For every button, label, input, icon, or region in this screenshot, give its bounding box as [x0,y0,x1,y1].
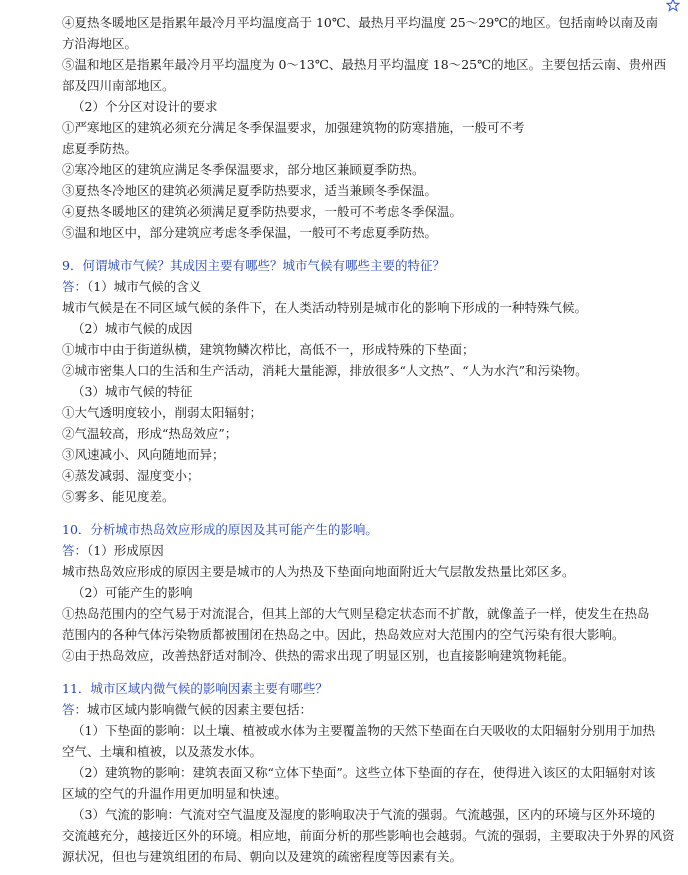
text-line: ②由于热岛效应，改善热舒适对制冷、供热的需求出现了明显区别，也直接影响建筑物耗能。 [62,648,575,663]
answer-label: 答： [62,702,88,717]
text-line: 部及四川南部地区。 [62,78,175,93]
answer-first-line [62,276,672,297]
sub-heading: （2）个分区对设计的要求 [72,99,218,114]
answer-label: 答： [62,279,88,294]
text-line: 交流越充分，越接近区外的环境。相应地，前面分析的那些影响也会越弱。气流的强弱，主要取决于外界的风资 [62,828,675,843]
text-line: ③风速减小、风向随地而异； [62,447,225,462]
text-line: ⑤雾多、能见度差。 [62,489,175,504]
answer-first-line [62,540,672,561]
text-line: （2）建筑物的影响：建筑表面又称“立体下垫面”。这些立体下垫面的存在，使得进入该区的太阳辐射对该 [72,765,656,780]
answer-label: 答： [62,543,88,558]
text-line: 虑夏季防热。 [62,141,138,156]
text-line: 空气、土壤和植被，以及蒸发水体。 [62,744,263,759]
text-line: ④夏热冬暖地区的建筑必须满足夏季防热要求，一般可不考虑冬季保温。 [62,204,463,219]
sub-heading: （3）城市气候的特征 [72,384,193,399]
question-9-title: 9．何谓城市气候？其成因主要有哪些？城市气候有哪些主要的特征？ [62,258,445,273]
text-line: （1）下垫面的影响：以土壤、植被或水体为主要覆盖物的天然下垫面在白天吸收的太阳辐射分别用于加热 [72,723,655,738]
text-line: 方沿海地区。 [62,36,138,51]
text-line: 城市热岛效应形成的原因主要是城市的人为热及下垫面向地面附近大气层散发热量比郊区多。 [62,564,575,579]
text-line: （3）气流的影响：气流对空气温度及湿度的影响取决于气流的强弱。气流越强，区内的环境与区外环境的 [72,807,655,822]
question-9-block [62,255,672,507]
text-line: ②寒冷地区的建筑应满足冬季保温要求，部分地区兼顾夏季防热。 [62,162,425,177]
answer-text: 城市区域内影响微气候的因素主要包括： [87,702,313,717]
answer-text: （1）形成原因 [87,543,164,558]
answer-text: （1）城市气候的含义 [87,279,202,294]
sub-heading: （2）城市气候的成因 [72,321,193,336]
question-10-block [62,519,672,666]
text-line: ⑤温和地区中，部分建筑应考虑冬季保温，一般可不考虑夏季防热。 [62,225,438,240]
text-line: ①大气透明度较小，削弱太阳辐射； [62,405,263,420]
question-11-block [62,678,675,867]
bookmark-star-icon[interactable] [666,0,680,12]
text-line: ①城市中由于街道纵横，建筑物鳞次栉比，高低不一，形成特殊的下垫面； [62,342,475,357]
answer-first-line [62,699,672,720]
text-line: ③夏热冬冷地区的建筑必须满足夏季防热要求，适当兼顾冬季保温。 [62,183,438,198]
text-line: ①严寒地区的建筑必须充分满足冬季保温要求，加强建筑物的防寒措施，一般可不考 [62,120,525,135]
text-line: ④蒸发减弱、湿度变小； [62,468,200,483]
document-page [62,12,675,867]
question-11-title: 11．城市区域内微气候的影响因素主要有哪些？ [62,681,328,696]
text-line: ②气温较高，形成“热岛效应”； [62,426,238,441]
text-line: ②城市密集人口的生活和生产活动，消耗大量能源，排放很多“人文热”、“人为水汽”和污染物。 [62,363,588,378]
question-10-title: 10．分析城市热岛效应形成的原因及其可能产生的影响。 [62,522,378,537]
text-line: ⑤温和地区是指累年最冷月平均温度为 0～13℃、最热月平均温度 18～25℃的地区。主要包括云南、贵州西 [62,57,667,72]
text-line: 源状况，但也与建筑组团的布局、朝向以及建筑的疏密程度等因素有关。 [62,849,463,864]
text-line: 区域的空气的升温作用更加明显和快速。 [62,786,288,801]
text-line: 城市气候是在不同区域气候的条件下，在人类活动特别是城市化的影响下形成的一种特殊气候。 [62,300,588,315]
sub-heading: （2）可能产生的影响 [72,585,193,600]
text-line: ④夏热冬暖地区是指累年最冷月平均温度高于 10℃、最热月平均温度 25～29℃的地区。包括南岭以南及南 [62,15,659,30]
text-line: 范围内的各种气体污染物质都被围闭在热岛之中。因此，热岛效应对大范围内的空气污染有很大影响。 [62,627,625,642]
text-line: ①热岛范围内的空气易于对流混合，但其上部的大气则呈稳定状态而不扩散，就像盖子一样，使发生在热岛 [62,606,650,621]
climate-zone-section [62,12,672,243]
